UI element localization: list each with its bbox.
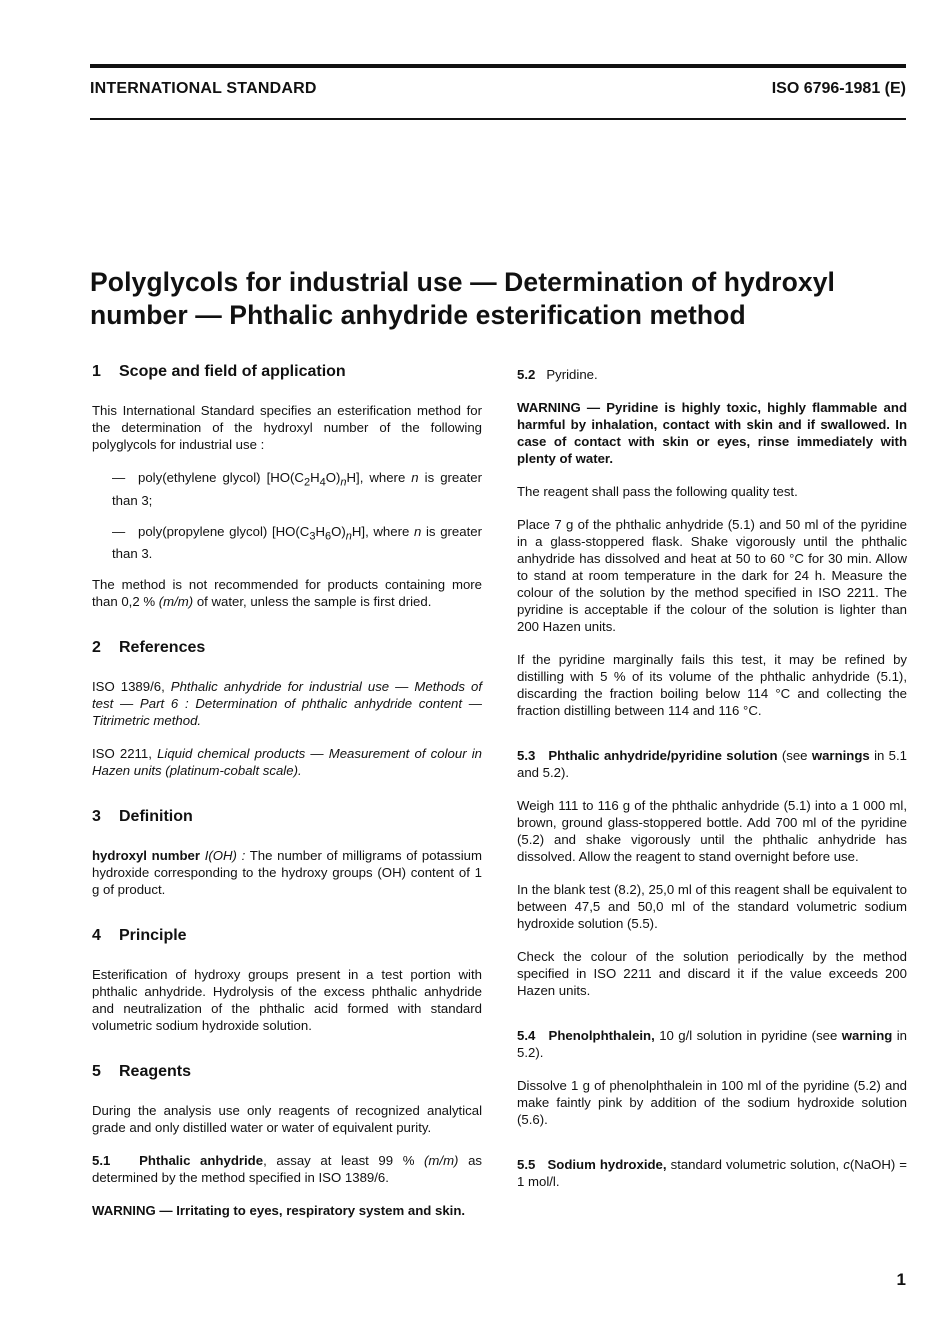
title-line-1: Polyglycols for industrial use — Determination of hydroxyl <box>90 267 835 297</box>
header-rule-bottom <box>90 118 906 120</box>
header-rule-top <box>90 64 906 68</box>
paragraph-5-2-3: If the pyridine marginally fails this test, it may be refined by distilling with 5 % of its volume of the phthalic anhydride (5.1), discarding the fraction boiling below 114 °C and collecting the fraction distilling between 114 and 116 °C. <box>517 652 907 718</box>
header-left-label: INTERNATIONAL STANDARD <box>90 80 317 97</box>
subsection-5-1: 5.1 Phthalic anhydride, assay at least 99 % (m/m) as determined by the method specified in ISO 1389/6. <box>92 1153 482 1186</box>
warning-5-2: WARNING — Pyridine is highly toxic, highly flammable and harmful by inhalation, contact with skin and if swallowed. In case of contact with skin or eyes, rinse immediately with plenty of water. <box>517 400 907 466</box>
paragraph-5-2-1: The reagent shall pass the following quality test. <box>517 484 798 499</box>
paragraph-5-2-2: Place 7 g of the phthalic anhydride (5.1) and 50 ml of the pyridine in a glass-stoppered flask. Shake vigorously until the phthalic anhydride has dissolved and heat at 50 to 60 °C for 30 min. Allow to stand at room temperature in the dark for 24 h. Measure the colour of the solution by the method specified in ISO 2211. The pyridine is acceptable if the colour of the solution is lighter than 200 Hazen units. <box>517 517 907 634</box>
section-1-heading: 1 Scope and field of application <box>92 363 346 380</box>
section-3-heading: 3 Definition <box>92 808 193 826</box>
list-item-polypropylene: — poly(propylene glycol) $[HO(C_3H_6O)_nH]$, where n is greater than 3. <box>112 523 482 562</box>
section-2-heading: 2 References <box>92 639 206 657</box>
section-4-heading: 4 Principle <box>92 927 187 945</box>
subsection-5-3: 5.3 Phthalic anhydride/pyridine solution (see warnings in 5.1 and 5.2). <box>517 748 907 780</box>
title-line-2: number — Phthalic anhydride esterification method <box>90 300 746 330</box>
left-column <box>92 362 482 1235</box>
section-5-paragraph: During the analysis use only reagents of recognized analytical grade and only distilled water or water of equivalent purity. <box>92 1103 482 1136</box>
paragraph-5-3-2: In the blank test (8.2), 25,0 ml of this reagent shall be equivalent to between 47,5 and 50,0 ml of the standard volumetric sodium hydroxide solution (5.5). <box>517 882 907 931</box>
section-5-heading: 5 Reagents <box>92 1063 192 1081</box>
paragraph-5-4-1: Dissolve 1 g of phenolphthalein in 100 ml of the pyridine (5.2) and make faintly pink by addition of the sodium hydroxide solution (5.6). <box>517 1078 907 1127</box>
section-4-paragraph: Esterification of hydroxy groups present in a test portion with phthalic anhydride. Hydrolysis of the excess phthalic anhydride and neutralization of the phthalic acid formed with standard volumetric sodium hydroxide solution. <box>92 967 482 1034</box>
section-1-paragraph: This International Standard specifies an esterification method for the determination of the hydroxyl number of the following polyglycols for industrial use : <box>92 403 482 452</box>
paragraph-5-3-3: Check the colour of the solution periodically by the method specified in ISO 2211 and discard it if the value exceeds 200 Hazen units. <box>517 949 907 998</box>
reference-iso-1389-6: ISO 1389/6, Phthalic anhydride for industrial use — Methods of test — Part 6 : Determination of phthalic anhydride content — Titrimetric method. <box>92 679 482 729</box>
reference-iso-2211: ISO 2211, Liquid chemical products — Measurement of colour in Hazen units (platinum-cobalt scale). <box>92 746 483 779</box>
definition-hydroxyl-number: hydroxyl number I(OH) : The number of milligrams of potassium hydroxide corresponding to the hydroxy groups (OH) content of 1 g of product. <box>92 848 483 898</box>
page-number: 1 <box>896 1270 906 1289</box>
right-column <box>517 362 907 1206</box>
section-1-note: The method is not recommended for products containing more than 0,2 % (m/m) of water, unless the sample is first dried. <box>92 577 482 610</box>
document-title <box>90 266 910 332</box>
header-standard-number: ISO 6796-1981 (E) <box>771 80 906 97</box>
subsection-5-4: 5.4 Phenolphthalein, 10 g/l solution in pyridine (see warning in 5.2). <box>517 1028 907 1060</box>
warning-5-1: WARNING — Irritating to eyes, respiratory system and skin. <box>92 1203 466 1219</box>
subsection-5-2: 5.2 Pyridine. <box>517 367 598 382</box>
list-item-polyethylene: — poly(ethylene glycol) $[HO(C_2H_4O)_nH]$, where n is greater than 3; <box>112 470 482 508</box>
paragraph-5-3-1: Weigh 111 to 116 g of the phthalic anhydride (5.1) into a 1 000 ml, brown, ground glass-stoppered bottle. Add 700 ml of the pyridine (5.2) and shake vigorously until the phthalic anhydride has dissolved. Allow the reagent to stand overnight before use. <box>517 798 907 864</box>
subsection-5-5: 5.5 Sodium hydroxide, standard volumetric solution, c(NaOH) = 1 mol/l. <box>517 1157 908 1189</box>
